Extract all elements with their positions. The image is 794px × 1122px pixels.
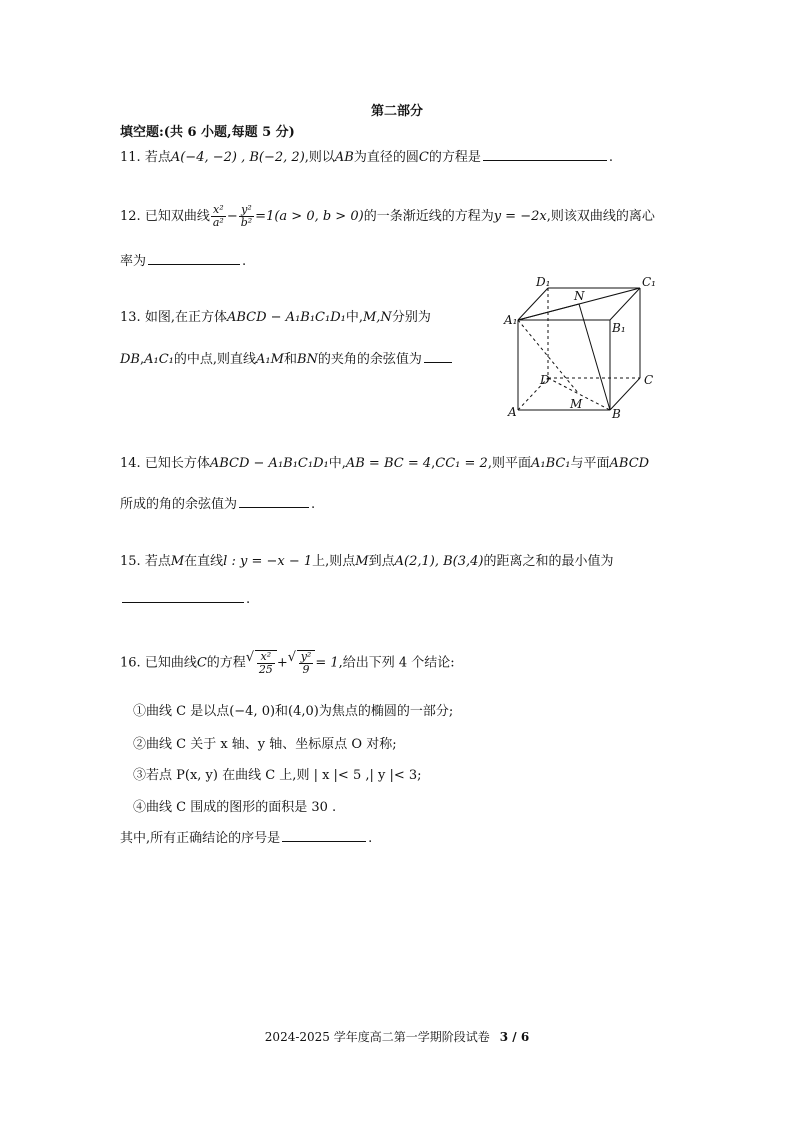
q14-text-d: ,则平面 xyxy=(487,456,531,471)
q13-db: DB xyxy=(120,352,140,367)
sqrt-x2-25: √ $\frac{\text{x²}}{25}$ xyxy=(246,650,277,676)
q14-text-a: 已知长方体 xyxy=(144,456,210,471)
q16-number: 16. xyxy=(120,655,141,671)
q15-text-e: 的距离之和的最小值为 xyxy=(483,554,614,569)
q13-text-c: 分别为 xyxy=(391,310,431,325)
q12-answer-blank[interactable] xyxy=(148,250,240,265)
q15-text-a: 若点 xyxy=(144,554,171,569)
q12-asymptote: y = −2x xyxy=(493,209,547,224)
q13-a1c1: A₁C₁ xyxy=(144,352,174,367)
q16-item-2: ②曲线 C 关于 x 轴、y 轴、坐标原点 O 对称; xyxy=(133,737,397,752)
q12-text-a: 已知双曲线 xyxy=(144,209,210,224)
question-14 xyxy=(120,452,649,471)
question-14-line2: 所成的角的余弦值为 . xyxy=(120,493,315,512)
label-B: B xyxy=(612,407,621,421)
label-M: M xyxy=(570,397,583,411)
question-13 xyxy=(120,306,431,325)
label-A1: A₁ xyxy=(504,313,518,327)
q14-cube: ABCD − A₁B₁C₁D₁ xyxy=(209,456,329,471)
q14-answer-blank[interactable] xyxy=(239,493,309,508)
page-number: 3 / 6 xyxy=(499,1030,530,1044)
label-C1: C₁ xyxy=(642,275,656,289)
q16-text-a: 已知曲线 xyxy=(144,655,197,671)
q13-text-g: 的夹角的余弦值为 xyxy=(317,352,422,367)
q12-text-b: 的一条渐近线的方程为 xyxy=(363,209,494,224)
q15-line: l : y = −x − 1 xyxy=(223,554,313,569)
q16-c: C xyxy=(196,655,207,671)
cube-figure xyxy=(500,270,670,422)
label-B1: B₁ xyxy=(612,321,626,335)
sqrt-y2-9: √ $\frac{\text{y²}}{9}$ xyxy=(288,650,316,676)
q14-line2: 所成的角的余弦值为 xyxy=(120,497,238,512)
q15-points: A(2,1), B(3,4) xyxy=(394,554,484,569)
q14-number: 14. xyxy=(120,456,141,471)
question-11: 11. 若点A(−4, −2) , B(−2, 2),则以AB为直径的圆C的方程是 . xyxy=(120,146,613,165)
q12-number: 12. xyxy=(120,209,141,224)
q14-text-b: 中, xyxy=(328,456,346,471)
q14-text-c: , xyxy=(431,456,436,471)
q11-text-d: 的方程是 xyxy=(428,150,481,165)
q13-mn: M,N xyxy=(362,310,392,325)
q14-text-e: 与平面 xyxy=(570,456,610,471)
q16-item-1: ①曲线 C 是以点(−4, 0)和(4,0)为焦点的椭圆的一部分; xyxy=(133,704,454,719)
page-footer xyxy=(0,1028,794,1045)
q16-conclusion-line: 其中,所有正确结论的序号是 . xyxy=(120,827,372,846)
label-N: N xyxy=(574,289,585,303)
q16-item-3: ③若点 P(x, y) 在曲线 C 上,则 | x |< 5 ,| y |< 3; xyxy=(133,768,422,783)
q11-text-a: 若点 xyxy=(144,150,171,165)
q11-text-c: 为直径的圆 xyxy=(353,150,419,165)
q13-text-f: 和 xyxy=(283,352,297,367)
footer-text: 2024-2025 学年度高二第一学期阶段试卷 xyxy=(264,1030,490,1044)
q11-answer-blank[interactable] xyxy=(483,146,607,161)
q14-eq2: CC₁ = 2 xyxy=(435,456,488,471)
q15-text-c: 上,则点 xyxy=(312,554,356,569)
q13-number: 13. xyxy=(120,310,141,325)
fraction-y2-b2: $\frac{\text{y²}}{\text{b²}}$ xyxy=(240,203,253,229)
q15-m2: M xyxy=(355,554,369,569)
q14-plane: A₁BC₁ xyxy=(530,456,571,471)
q16-text-b: 的方程 xyxy=(206,655,246,671)
q16-text-c: ,给出下列 4 个结论: xyxy=(338,655,455,671)
question-12: 12. 已知双曲线 $\frac{\text{x²}}{\text{a²}}$ − $\frac{\text{y²}}{\text{b²}}$ =1(a > 0, b > 0)的一条渐近线的方程为y = −2x,则该双曲线的离心 xyxy=(120,203,655,229)
q13-a1m: A₁M xyxy=(256,352,284,367)
q11-ab: AB xyxy=(334,150,354,165)
q12-line2: 率为 xyxy=(120,254,147,269)
question-16: 16. 已知曲线C的方程 √ $\frac{\text{x²}}{25}$ + √ $\frac{\text{y²}}{9}$ = 1,给出下列 4 个结论: xyxy=(120,650,455,676)
label-A: A xyxy=(508,405,517,419)
q14-abcd: ABCD xyxy=(609,456,650,471)
q13-cube: ABCD − A₁B₁C₁D₁ xyxy=(226,310,346,325)
q15-m: M xyxy=(170,554,185,569)
label-D: D xyxy=(540,373,550,387)
page-title: 第二部分 xyxy=(370,104,423,119)
q12-text-c: ,则该双曲线的离心 xyxy=(546,209,655,224)
q11-points: A(−4, −2) , B(−2, 2) xyxy=(170,150,305,165)
q13-text-a: 如图,在正方体 xyxy=(144,310,227,325)
fraction-x2-a2: $\frac{\text{x²}}{\text{a²}}$ xyxy=(212,203,224,229)
q16-eq-tail: = 1 xyxy=(315,655,339,671)
section-heading: 填空题:(共 6 小题,每题 5 分) xyxy=(120,125,295,140)
q13-text-e: 的中点,则直线 xyxy=(173,352,257,367)
q14-eq1: AB = BC = 4 xyxy=(345,456,432,471)
question-12-line2: 率为 . xyxy=(120,250,246,269)
q11-number: 11. xyxy=(120,150,141,165)
q16-conclusion: 其中,所有正确结论的序号是 xyxy=(120,831,281,846)
q16-answer-blank[interactable] xyxy=(282,827,366,842)
question-15 xyxy=(120,550,613,569)
q13-bn: BN xyxy=(296,352,318,367)
label-D1: D₁ xyxy=(536,275,551,289)
q13-text-d: , xyxy=(139,352,145,367)
q15-answer-blank[interactable] xyxy=(122,588,244,603)
q11-c: C xyxy=(418,150,429,165)
question-15-line2: . xyxy=(120,588,250,607)
q11-text-b: ,则以 xyxy=(304,150,335,165)
q15-number: 15. xyxy=(120,554,141,569)
q15-text-b: 在直线 xyxy=(184,554,224,569)
q13-answer-blank[interactable] xyxy=(424,348,452,363)
question-13-line2 xyxy=(120,348,454,367)
label-C: C xyxy=(644,373,654,387)
q12-condition: =1(a > 0, b > 0) xyxy=(255,209,364,224)
q13-text-b: 中, xyxy=(345,310,363,325)
q15-text-d: 到点 xyxy=(368,554,395,569)
q16-item-4: ④曲线 C 围成的图形的面积是 30 . xyxy=(133,800,337,815)
